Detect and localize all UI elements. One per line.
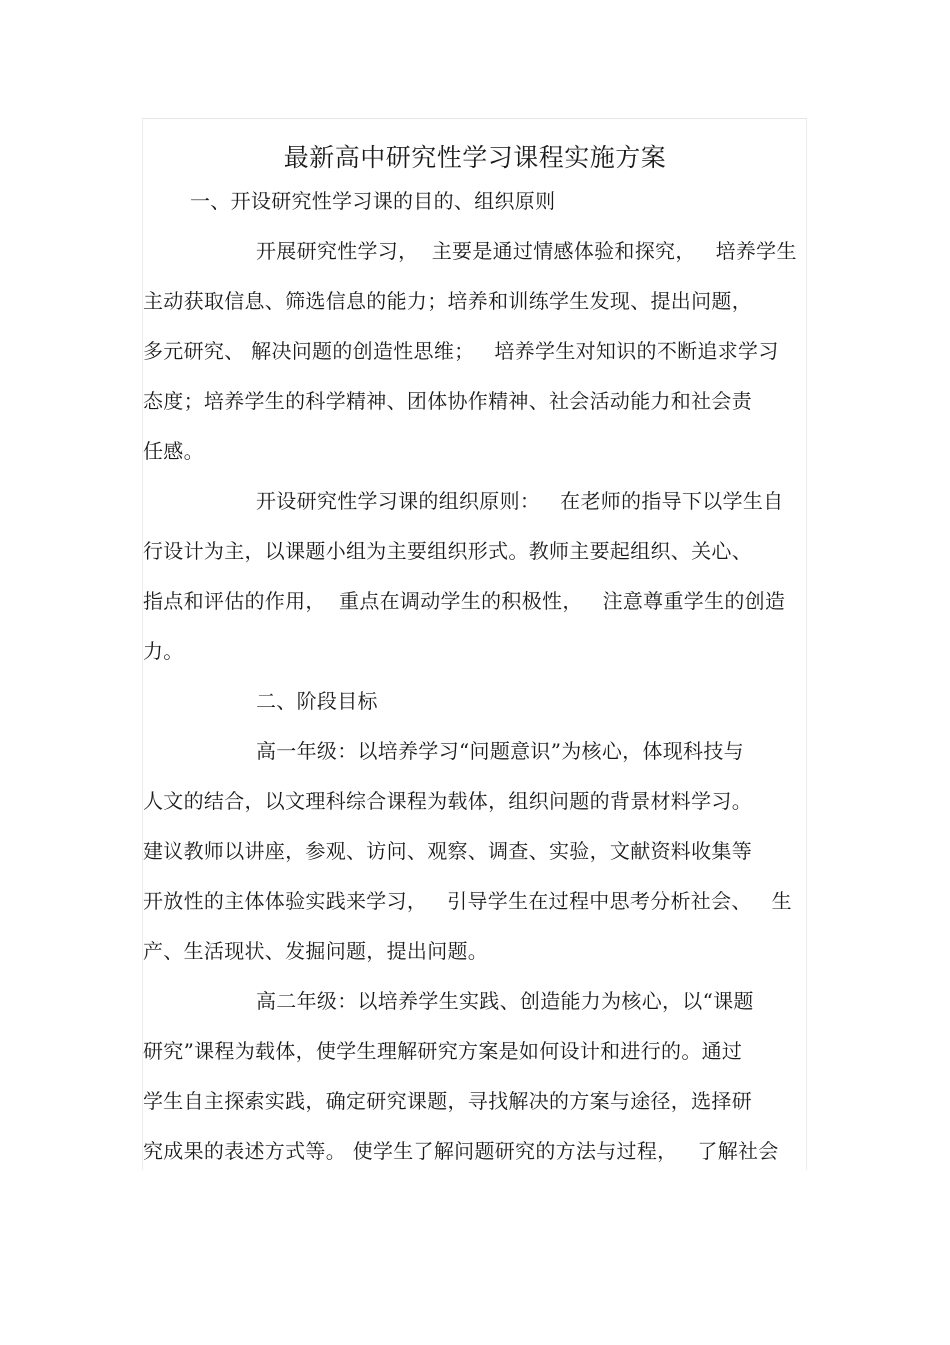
paragraph-1-line-3: 多元研究、 解决问题的创造性思维； 培养学生对知识的不断追求学习 [143, 339, 779, 363]
document-title: 最新高中研究性学习课程实施方案 [283, 143, 667, 172]
paragraph-1-line-2: 主动获取信息、筛选信息的能力；培养和训练学生发现、提出问题， [143, 289, 752, 313]
paragraph-4-line-3: 学生自主探索实践，确定研究课题，寻找解决的方案与途径，选择研 [143, 1089, 752, 1113]
paragraph-1-line-1: 开展研究性学习， 主要是通过情感体验和探究， 培养学生 [256, 239, 797, 263]
paragraph-4-line-2: 研究”课程为载体，使学生理解研究方案是如何设计和进行的。通过 [143, 1039, 743, 1063]
paragraph-4-line-1: 高二年级：以培养学生实践、创造能力为核心，以“课题 [256, 989, 754, 1013]
paragraph-2-line-2: 行设计为主，以课题小组为主要组织形式。教师主要起组织、关心、 [143, 539, 752, 563]
paragraph-1-line-4: 态度；培养学生的科学精神、团体协作精神、社会活动能力和社会责 [143, 389, 752, 413]
paragraph-3-line-5: 产、生活现状、发掘问题，提出问题。 [143, 939, 489, 963]
paragraph-3-line-1: 高一年级：以培养学习“问题意识”为核心，体现科技与 [256, 739, 744, 763]
paragraph-3-line-4: 开放性的主体体验实践来学习， 引导学生在过程中思考分析社会、 生 [143, 889, 792, 913]
section-heading-2: 二、阶段目标 [256, 689, 378, 713]
paragraph-4-line-4: 究成果的表述方式等。 使学生了解问题研究的方法与过程， 了解社会 [143, 1139, 779, 1163]
paragraph-3-line-2: 人文的结合，以文理科综合课程为载体，组织问题的背景材料学习。 [143, 789, 752, 813]
paragraph-1-line-5: 任感。 [143, 439, 204, 463]
paragraph-2-line-4: 力。 [143, 639, 184, 663]
paragraph-2-line-1: 开设研究性学习课的组织原则： 在老师的指导下以学生自 [256, 489, 784, 513]
paragraph-3-line-3: 建议教师以讲座，参观、访问、观察、调查、实验，文献资料收集等 [143, 839, 752, 863]
paragraph-2-line-3: 指点和评估的作用， 重点在调动学生的积极性， 注意尊重学生的创造 [143, 589, 786, 613]
section-heading-1: 一、开设研究性学习课的目的、组织原则 [190, 189, 556, 213]
